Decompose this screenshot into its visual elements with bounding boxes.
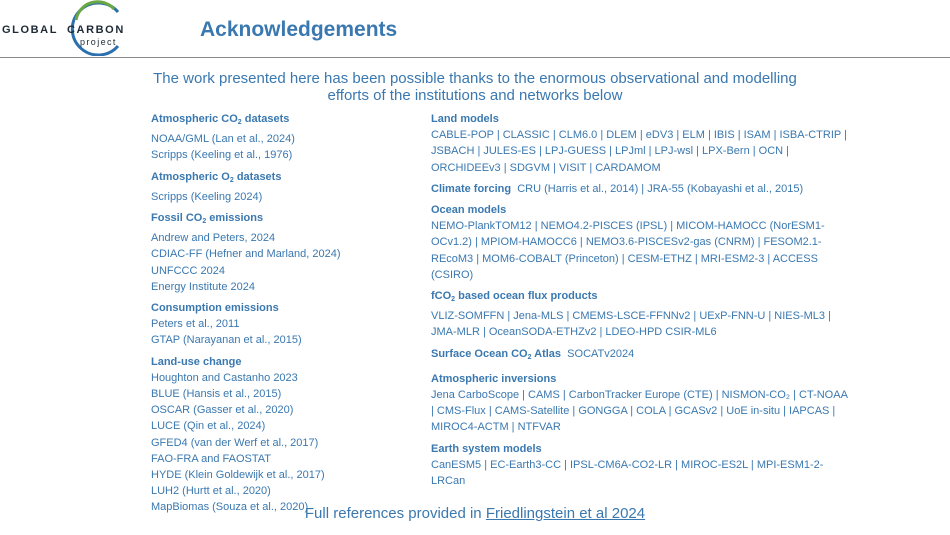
section-atmospheric-o2-datasets xyxy=(151,169,401,205)
footer-references xyxy=(0,505,950,522)
section-title-text: Fossil CO xyxy=(151,212,203,225)
dataset-item: NOAA/GML (Lan et al., 2024) xyxy=(151,133,295,146)
section-title xyxy=(431,443,542,455)
section-title-subscript: 2 xyxy=(229,176,234,184)
section-title xyxy=(431,373,556,385)
dataset-item: OSCAR (Gasser et al., 2020) xyxy=(151,404,294,417)
section-title-text: Land-use change xyxy=(151,355,242,368)
dataset-item: LUH2 (Hurtt et al., 2020) xyxy=(151,485,271,498)
section-title-text: Atmospheric O xyxy=(151,170,230,183)
section-heading xyxy=(431,288,851,308)
dataset-item: GFED4 (van der Werf et al., 2017) xyxy=(151,436,319,449)
section-title xyxy=(151,302,279,314)
section-title-text: Earth system models xyxy=(431,442,542,455)
dataset-item: HYDE (Klein Goldewijk et al., 2017) xyxy=(151,469,325,482)
dataset-item: GTAP (Narayanan et al., 2015) xyxy=(151,334,302,347)
section-title xyxy=(431,290,598,302)
section-title-text: Climate forcing xyxy=(431,182,512,195)
dataset-item: CDIAC-FF (Hefner and Marland, 2024) xyxy=(151,248,341,261)
section-title xyxy=(151,212,263,224)
dataset-item: Energy Institute 2024 xyxy=(151,280,255,293)
section-land-use-change xyxy=(151,354,401,516)
section-heading xyxy=(431,371,851,387)
section-heading xyxy=(431,441,851,457)
section-land-models xyxy=(431,111,851,176)
header-divider xyxy=(0,57,950,58)
section-consumption-emissions xyxy=(151,300,401,349)
section-title-suffix: datasets xyxy=(233,170,282,183)
section-heading xyxy=(431,111,851,127)
section-ocean-models xyxy=(431,202,851,283)
section-title-subscript: 2 xyxy=(237,119,242,126)
section-heading xyxy=(431,346,851,366)
section-title xyxy=(431,183,511,195)
section-inline-value: CRU (Harris et al., 2014) | JRA-55 (Kobayashi et al., 2015) xyxy=(517,182,804,195)
section-title-suffix: datasets xyxy=(241,113,290,125)
section-title xyxy=(151,356,241,368)
model-list: Jena CarboScope | CAMS | CarbonTracker Europe (CTE) | NISMON-CO₂ | CT-NOAA | CMS-Flux | CAMS-Satellite | GONGGA | COLA | GCASv2 | UoE in-situ | IAPCAS | MIROC4-ACTM | NTFVAR xyxy=(431,389,848,434)
logo-word-carbon: CARBON xyxy=(67,24,125,36)
page-title: Acknowledgements xyxy=(200,18,398,41)
section-title xyxy=(431,348,561,360)
section-title-suffix: Atlas xyxy=(531,347,562,360)
left-column xyxy=(151,111,401,521)
model-list: CABLE-POP | CLASSIC | CLM6.0 | DLEM | eDV3 | ELM | IBIS | ISAM | ISBA-CTRIP | JSBACH | JULES-ES | LPJ-GUESS | LPJml | LPJ-wsl | LPX-Bern | OCN | ORCHIDEEv3 | SDGVM | VISIT | CARDAMOM xyxy=(431,129,847,174)
section-title-subscript: 2 xyxy=(202,218,207,226)
section-fco2-based-ocean-flux-products xyxy=(431,288,851,341)
model-list: VLIZ-SOMFFN | Jena-MLS | CMEMS-LSCE-FFNNv2 | UExP-FNN-U | NIES-ML3 | JMA-MLR | OceanSODA-ETHZv2 | LDEO-HPD CSIR-ML6 xyxy=(431,310,831,339)
dataset-item: Andrew and Peters, 2024 xyxy=(151,232,276,245)
dataset-item: BLUE (Hansis et al., 2015) xyxy=(151,388,282,401)
section-heading xyxy=(151,210,401,230)
section-title-text: Land models xyxy=(431,113,499,125)
section-title-text: Surface Ocean CO xyxy=(431,347,528,360)
section-title-text: fCO xyxy=(431,290,452,303)
section-heading xyxy=(151,354,401,370)
section-fossil-co2-emissions xyxy=(151,210,401,295)
global-carbon-project-logo xyxy=(0,0,135,56)
section-title-subscript: 2 xyxy=(451,296,456,304)
dataset-item: FAO-FRA and FAOSTAT xyxy=(151,452,272,465)
section-atmospheric-co2-datasets xyxy=(151,111,401,164)
section-earth-system-models xyxy=(431,441,851,490)
dataset-item: Scripps (Keeling 2024) xyxy=(151,190,263,203)
section-climate-forcing xyxy=(431,181,851,197)
section-heading xyxy=(431,202,851,218)
section-heading xyxy=(151,111,401,131)
section-surface-ocean-co2-atlas xyxy=(431,346,851,366)
section-title xyxy=(431,113,499,125)
section-title-text: Atmospheric CO xyxy=(151,113,238,125)
reference-link[interactable]: Friedlingstein et al 2024 xyxy=(485,505,646,522)
dataset-item: LUCE (Qin et al., 2024) xyxy=(151,420,266,433)
dataset-item: UNFCCC 2024 xyxy=(151,264,225,277)
section-inline-value: SOCATv2024 xyxy=(567,347,635,360)
section-title-suffix: emissions xyxy=(206,212,264,225)
section-title xyxy=(431,204,506,216)
section-title-subscript: 2 xyxy=(527,353,532,361)
section-title-suffix: based ocean flux products xyxy=(455,290,598,303)
footer-text: Full references provided in xyxy=(304,505,486,522)
model-list: NEMO-PlankTOM12 | NEMO4.2-PISCES (IPSL) | MICOM-HAMOCC (NorESM1-OCv1.2) | MPIOM-HAMOCC6 | NEMO3.6-PISCESv2-gas (CNRM) | FESOM2.1-REcoM3 | MOM6-COBALT (Princeton) | CESM-ETHZ | MRI-ESM2-3 | ACCESS (CSIRO) xyxy=(431,220,825,281)
section-title-text: Consumption emissions xyxy=(151,302,279,315)
section-heading xyxy=(431,181,851,197)
section-title xyxy=(151,171,281,183)
logo-word-global: GLOBAL xyxy=(2,24,59,36)
section-title xyxy=(151,113,289,125)
section-title-text: Atmospheric inversions xyxy=(431,372,557,385)
section-heading xyxy=(151,169,401,189)
section-heading xyxy=(151,300,401,316)
section-title-text: Ocean models xyxy=(431,204,507,217)
dataset-item: Scripps (Keeling et al., 1976) xyxy=(151,149,293,162)
model-list: CanESM5 | EC-Earth3-CC | IPSL-CM6A-CO2-LR | MIROC-ES2L | MPI-ESM1-2-LRCan xyxy=(431,458,824,488)
dataset-item: Peters et al., 2011 xyxy=(151,318,240,331)
section-atmospheric-inversions xyxy=(431,371,851,436)
dataset-item: MapBiomas (Souza et al., 2020) xyxy=(151,501,309,514)
intro-text: The work presented here has been possible thanks to the enormous observational and modelling efforts of the institutions and networks below xyxy=(153,70,797,104)
dataset-item: Houghton and Castanho 2023 xyxy=(151,371,298,384)
right-column xyxy=(431,111,851,494)
logo-word-project: project xyxy=(80,37,117,47)
